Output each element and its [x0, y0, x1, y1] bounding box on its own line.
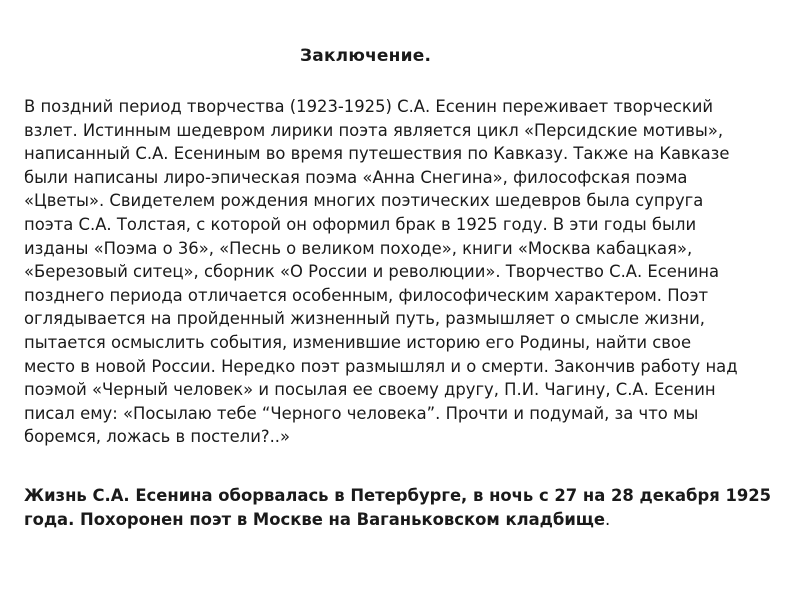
body-line: пытается осмыслить события, изменившие историю его Родины, найти свое: [24, 332, 692, 352]
body-line: «Березовый ситец», сборник «О России и революции». Творчество С.А. Есенина: [24, 262, 719, 282]
body-line: «Цветы». Свидетелем рождения многих поэтических шедевров была супруга: [24, 191, 704, 211]
body-paragraph: [24, 95, 782, 449]
body-line: боремся, ложась в постели?..»: [24, 427, 291, 447]
conclusion-bold-text: Жизнь С.А. Есенина оборвалась в Петербурге, в ночь с 27 на 28 декабря 1925: [24, 486, 772, 505]
body-line: писал ему: «Посылаю тебе “Черного человека”. Прочти и подумай, за что мы: [24, 403, 699, 423]
conclusion-period: .: [605, 509, 611, 529]
body-line: поэта С.А. Толстая, с которой он оформил брак в 1925 году. В эти годы были: [24, 214, 697, 234]
body-line: написанный С.А. Есениным во время путешествия по Кавказу. Также на Кавказе: [24, 144, 730, 164]
conclusion-line: [24, 508, 784, 532]
body-line: В поздний период творчества (1923-1925) С.А. Есенин переживает творческий: [24, 97, 714, 116]
conclusion-bold-text: года. Похоронен поэт в Москве на Ваганьковском кладбище: [24, 509, 606, 529]
conclusion-line: [24, 484, 784, 508]
body-line: изданы «Поэма о 36», «Песнь о великом походе», книги «Москва кабацкая»,: [24, 238, 693, 258]
body-line: были написаны лиро-эпическая поэма «Анна Снегина», философская поэма: [24, 167, 688, 187]
body-line: взлет. Истинным шедевром лирики поэта является цикл «Персидские мотивы»,: [24, 120, 724, 140]
conclusion-paragraph: [24, 484, 784, 531]
slide-title: Заключение.: [300, 46, 432, 66]
body-line: оглядывается на пройденный жизненный путь, размышляет о смысле жизни,: [24, 309, 706, 329]
body-line: поэмой «Черный человек» и посылая ее своему другу, П.И. Чагину, С.А. Есенин: [24, 380, 716, 400]
body-line: место в новой России. Нередко поэт размышлял и о смерти. Закончив работу над: [24, 356, 738, 376]
body-line: позднего периода отличается особенным, философическим характером. Поэт: [24, 285, 709, 305]
